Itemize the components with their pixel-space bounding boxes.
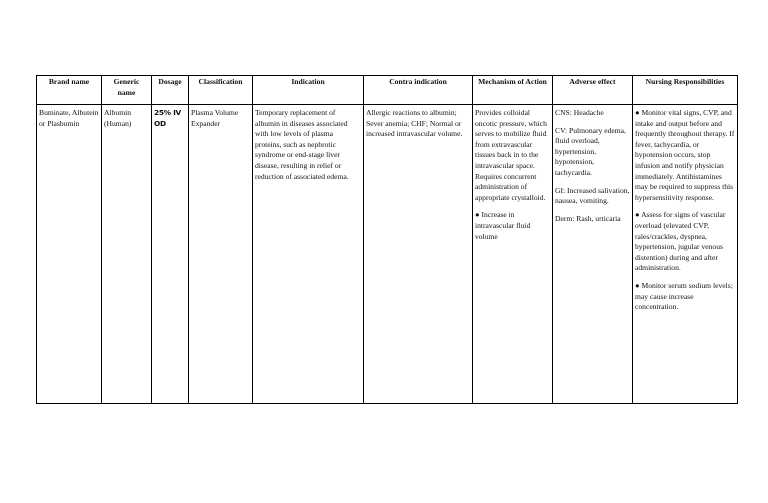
drug-table bbox=[36, 75, 738, 404]
adverse-cv: CV: Pulmonary edema, fluid overload, hypertension, hypotension, tachycardia. bbox=[555, 125, 626, 177]
mechanism-bullet: ● Increase in intravascular fluid volume bbox=[475, 210, 531, 241]
header-adverse-effect: Adverse effect bbox=[553, 76, 633, 105]
nursing-item-overload: ● Assess for signs of vascular overload (elevated CVP, rales/crackles, dyspnea, hypertension, jugular venous distention) during and after administration. bbox=[635, 210, 726, 273]
cell-nursing-responsibilities bbox=[633, 105, 738, 404]
mechanism-paragraph: Provides colloidal oncotic pressure, which serves to mobilize fluid from extravascular tissues back in to the intravascular space. Requires concurrent administration of appropriate crystalloid. bbox=[475, 108, 547, 202]
adverse-derm: Derm: Rash, urticaria bbox=[555, 213, 621, 223]
adverse-gi: GI: Increased salivation, nausea, vomiting. bbox=[555, 185, 630, 206]
nursing-item-sodium: ● Monitor serum sodium levels; may cause increase concentration. bbox=[635, 280, 733, 312]
header-classification: Classification bbox=[189, 76, 253, 105]
adverse-cns: CNS: Headache bbox=[555, 108, 604, 117]
cell-generic-name: Albumin (Human) bbox=[102, 105, 152, 404]
cell-classification: Plasma Volume Expander bbox=[189, 105, 253, 404]
header-indication: Indication bbox=[253, 76, 364, 105]
header-nursing-responsibilities: Nursing Responsibilities bbox=[633, 76, 738, 105]
cell-brand-name: Buminate, Albutein or Plasbumin bbox=[37, 105, 102, 404]
cell-mechanism bbox=[473, 105, 553, 404]
header-brand-name: Brand name bbox=[37, 76, 102, 105]
cell-indication: Temporary replacement of albumin in diseases associated with low levels of plasma proteins, such as nephrotic syndrome or end-stage liver disease, resulting in relief or reduction of associated edema. bbox=[253, 105, 364, 404]
header-row bbox=[37, 76, 738, 105]
cell-contra-indication: Allergic reactions to albumin; Sever anemia; CHF; Normal or increased intravascular volume. bbox=[364, 105, 473, 404]
nursing-item-vitals: ● Monitor vital signs, CVP, and intake and output before and frequently throughout therapy. If fever, tachycardia, or hypotension occurs, stop infusion and notify physician immediately. Antihistamines may be required to suppress this hypersensitivity response. bbox=[635, 108, 735, 202]
cell-dosage: 25% IV OD bbox=[152, 105, 189, 404]
header-generic-name: Generic name bbox=[102, 76, 152, 105]
header-dosage: Dosage bbox=[152, 76, 189, 105]
cell-adverse-effect bbox=[553, 105, 633, 404]
table-row bbox=[37, 105, 738, 404]
header-mechanism: Mechanism of Action bbox=[473, 76, 553, 105]
header-contra-indication: Contra indication bbox=[364, 76, 473, 105]
